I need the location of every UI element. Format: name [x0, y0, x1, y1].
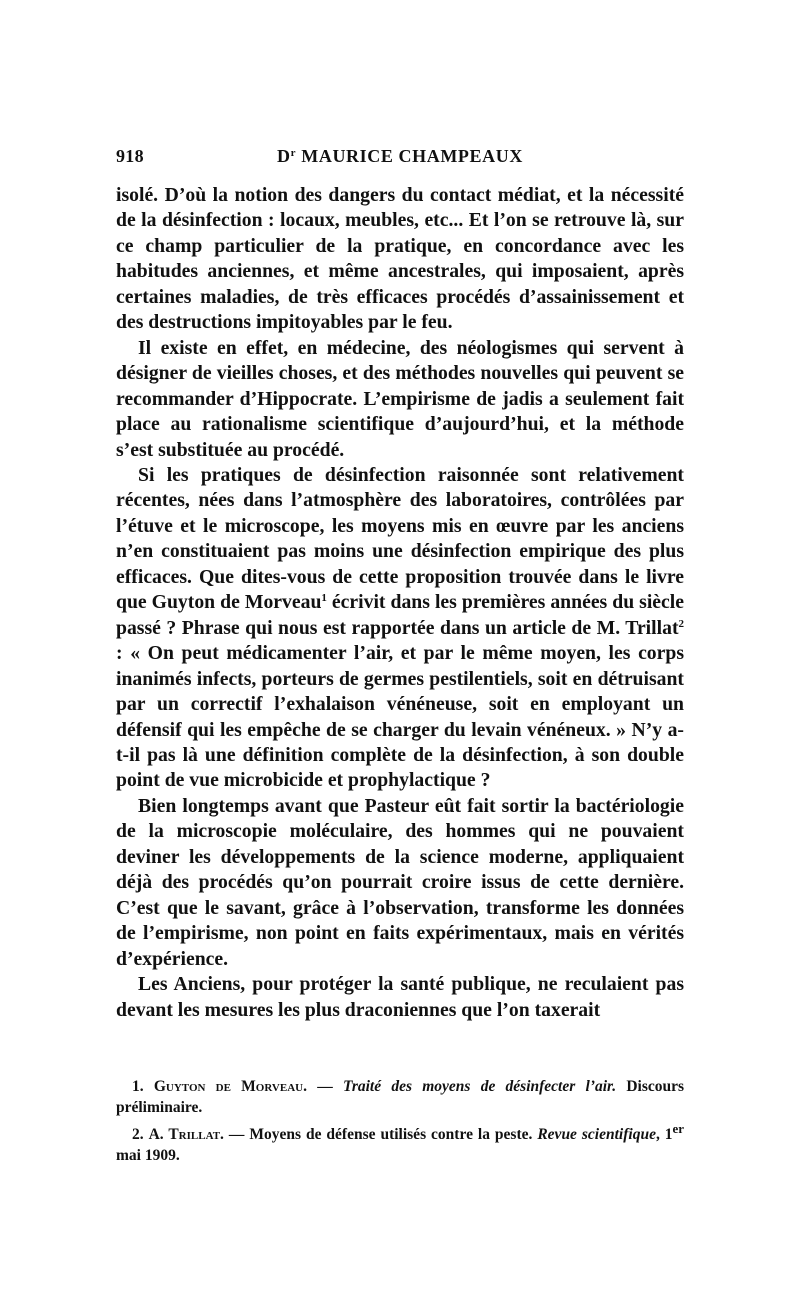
footnote-1-dash: —	[306, 1078, 343, 1095]
footnote-2-date-a: , 1	[655, 1126, 673, 1144]
paragraph-1: isolé. D’où la notion des dangers du contact médiat, et la nécessité de la désinfection : locaux, meubles, etc... Et l’on se retrouve là, sur ce champ particulier de la pratique, en concordance avec les habitudes anciennes, et même ancestrales, qui imposaient, après certaines maladies, de très efficaces procédés d’assainissement et des destructions impitoyables par le feu.	[116, 184, 684, 334]
footnote-2	[116, 1118, 684, 1166]
paragraph-4: Bien longtemps avant que Pasteur eût fait sortir la bactériologie de la microscopie moléculaire, des hommes qui ne pouvaient deviner les développements de la science moderne, appliquaient déjà des procédés qu’on pourrait croire issus de cette dernière. C’est que le savant, grâce à l’observation, transforme les données de l’empirisme, non point en faits expérimentaux, mais en vérités d’expérience.	[116, 794, 684, 970]
footnote-ref-2[interactable]: 2	[678, 617, 684, 630]
author-name: MAURICE CHAMPEAUX	[301, 146, 523, 166]
paragraph-3-part-c: : « On peut médicamenter l’air, et par le même moyen, les corps inanimés infects, porteurs de germes pestilentiels, soit en détruisant par un correctif l’exhalaison vénéneuse, soit en employant un défensif qui les empêche de se charger du levain vénéneux. » N’y a-t-il pas là une définition complète de la désinfection, à son double point de vue microbicide et prophylactique ?	[116, 642, 684, 792]
paragraph-3-part-a: Si les pratiques de désinfection raisonnée sont relativement récentes, nées dans l’atmosphère des laboratoires, contrôlées par l’étuve et le microscope, les moyens mis en œuvre par les anciens n’en constituaient pas moins une désinfection empirique des plus efficaces. Que dites-vous de cette proposition trouvée dans le livre que Guyton de Morveau	[116, 463, 684, 614]
footnote-2-author: A. Trillat.	[148, 1126, 224, 1144]
page-header	[116, 146, 684, 170]
paragraph-2: Il existe en effet, en médecine, des néologismes qui servent à désigner de vieilles choses, et des méthodes nouvelles qui peuvent se recommander d’Hippocrate. L’empirisme de jadis a seulement fait place au rationalisme scientifique d’aujourd’hui, et la méthode s’est substituée au procédé.	[116, 336, 684, 461]
footnote-1-title: Traité des moyens de désinfecter l’air.	[342, 1078, 617, 1095]
paragraph-5: Les Anciens, pour protéger la santé publique, ne reculaient pas devant les mesures les plus draconiennes que l’on taxerait	[116, 973, 684, 1021]
footnote-1-number: 1.	[132, 1078, 144, 1095]
footnote-1-rest: Discours préliminaire.	[116, 1078, 685, 1116]
running-head	[116, 146, 684, 167]
page-number: 918	[116, 146, 144, 166]
paragraph-3-part-b: écrivit dans les premières années du siècle passé ? Phrase qui nous est rapportée dans un article de M. Trillat	[116, 591, 684, 639]
footnotes	[116, 1076, 684, 1166]
body-text	[116, 183, 684, 1023]
footnote-2-date-b: mai 1909.	[116, 1147, 180, 1165]
footnote-2-date-sup: er	[672, 1121, 685, 1136]
footnote-2-text: — Moyens de défense utilisés contre la peste.	[223, 1126, 538, 1144]
footnote-1-author: Guyton de Morveau.	[153, 1078, 307, 1095]
footnote-1	[116, 1076, 684, 1118]
footnote-ref-1[interactable]: 1	[321, 592, 327, 605]
paragraph-3	[116, 463, 684, 794]
author-prefix: D	[277, 146, 291, 166]
footnote-2-number: 2.	[132, 1126, 144, 1144]
author-prefix-sup: r	[290, 147, 297, 159]
footnote-2-journal: Revue scientifique	[537, 1126, 656, 1144]
